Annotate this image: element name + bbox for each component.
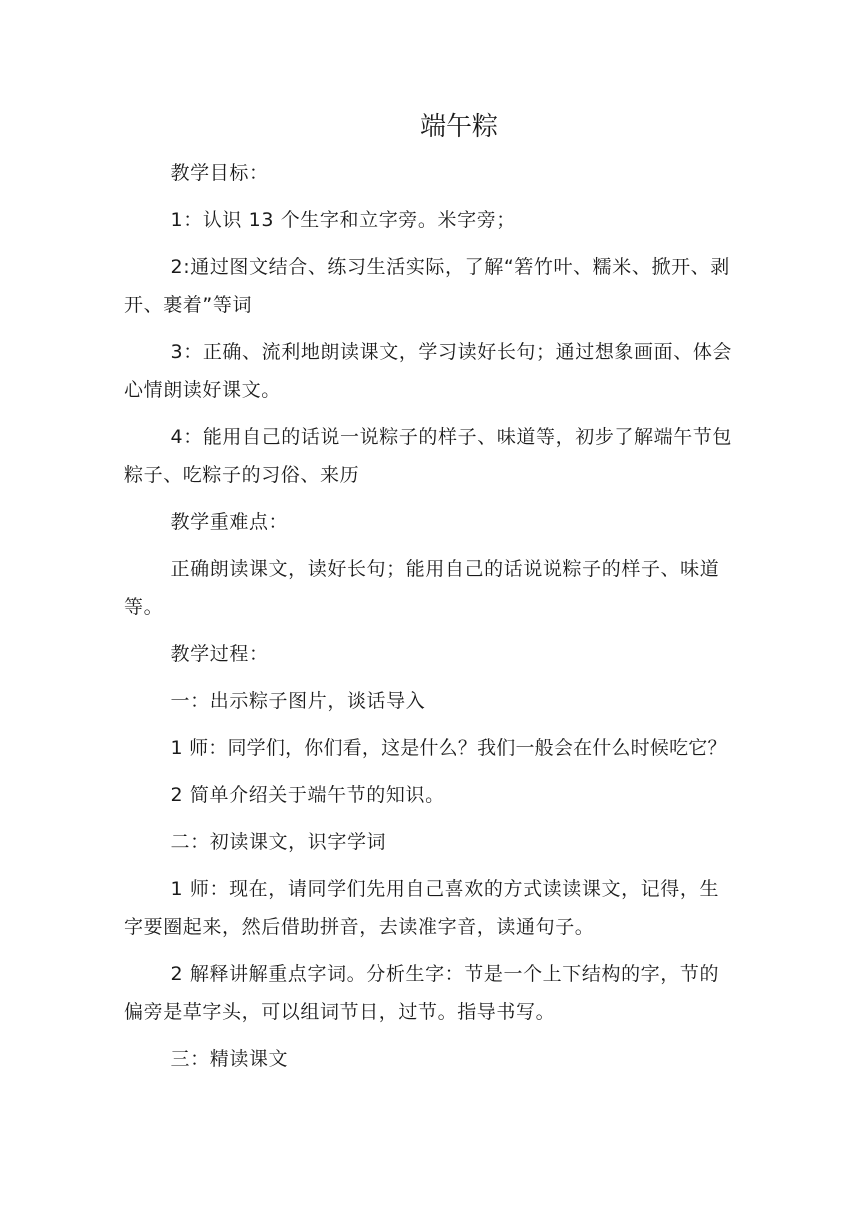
paragraph-key-points: 正确朗读课文，读好长句；能用自己的话说说粽子的样子、味道等。	[124, 558, 720, 618]
paragraph-section-3-heading: 三：精读课文	[170, 1048, 289, 1070]
paragraph-section-2-step-1: 1 师：现在，请同学们先用自己喜欢的方式读读课文，记得，生字要圈起来，然后借助拼音，去读准字音，读通句子。	[124, 878, 720, 938]
paragraph-process-heading: 教学过程：	[170, 643, 269, 665]
paragraph-goal-2: 2:通过图文结合、练习生活实际，了解“箬竹叶、糯米、掀开、剥开、裹着”等词	[124, 256, 730, 316]
paragraph-section-2-heading: 二：初读课文，识字学词	[170, 831, 387, 853]
paragraph-goal-3: 3：正确、流利地朗读课文，学习读好长句；通过想象画面、体会心情朗读好课文。	[124, 341, 733, 401]
paragraph-teaching-goals-heading: 教学目标：	[170, 162, 269, 184]
document-body	[124, 154, 736, 1087]
paragraph-goal-1: 1：认识 13 个生字和立字旁。米字旁；	[170, 209, 516, 231]
paragraph-goal-4: 4：能用自己的话说一说粽子的样子、味道等，初步了解端午节包粽子、吃粽子的习俗、来历	[124, 426, 733, 486]
document-title: 端午粽	[419, 112, 498, 142]
paragraph-key-points-heading: 教学重难点：	[170, 511, 289, 533]
paragraph-section-1-heading: 一：出示粽子图片，谈话导入	[170, 690, 426, 712]
paragraph-section-1-step-1: 1 师：同学们，你们看，这是什么？我们一般会在什么时候吃它？	[170, 737, 727, 759]
paragraph-section-2-step-2: 2 解释讲解重点字词。分析生字：节是一个上下结构的字，节的偏旁是草字头，可以组词节日，过节。指导书写。	[124, 963, 720, 1023]
paragraph-section-1-step-2: 2 简单介绍关于端午节的知识。	[170, 784, 445, 806]
